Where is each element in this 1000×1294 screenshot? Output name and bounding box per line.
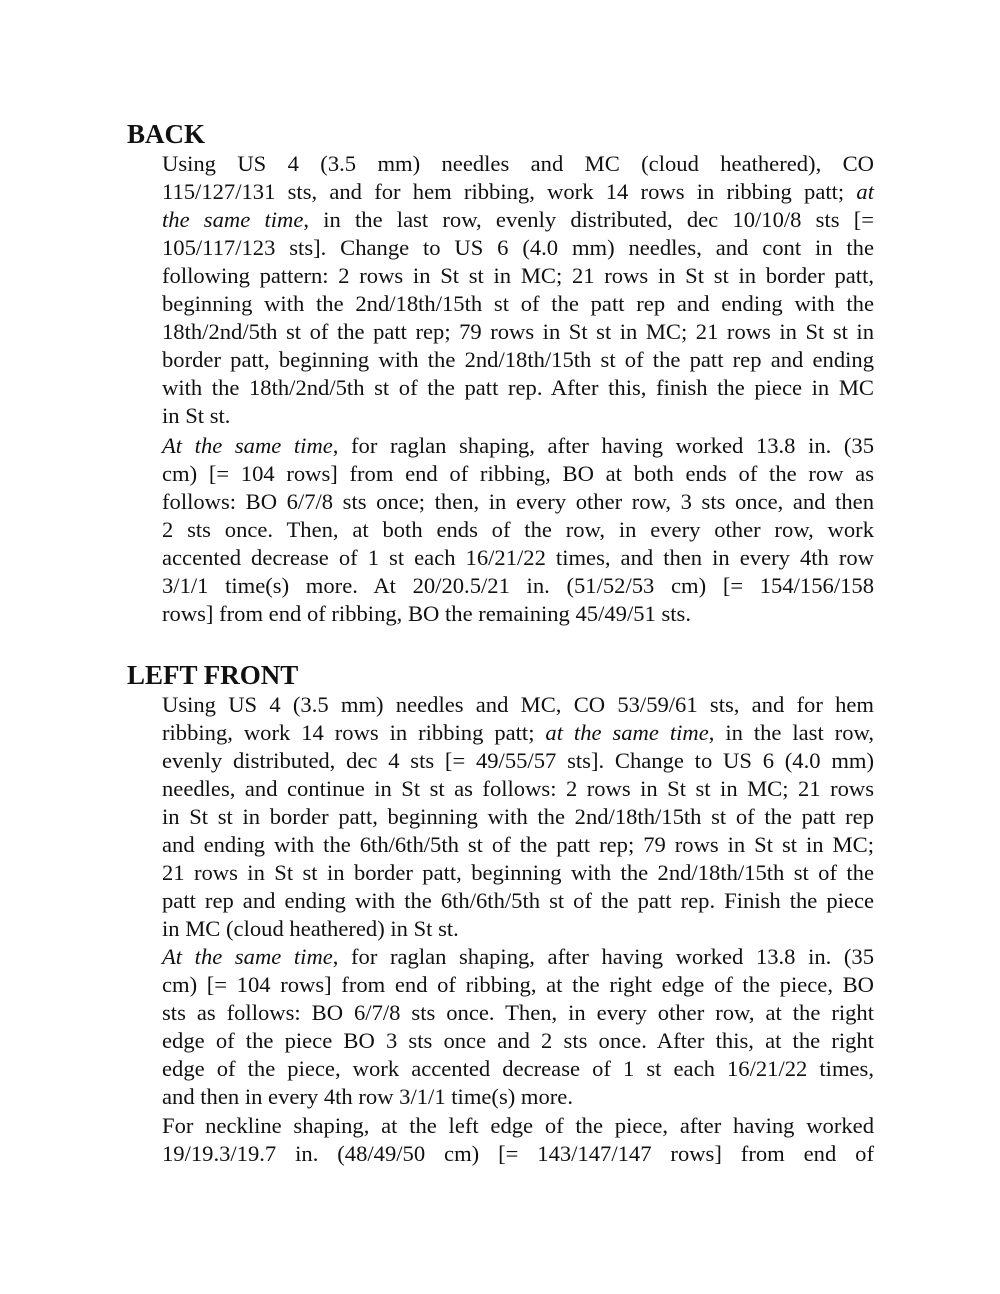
- text-run: 105/117/123 sts]. Change to US 6 (4.0 mm) needles, and cont in the: [162, 235, 874, 260]
- text-run: following pattern: 2 rows in St st in MC; 21 rows in St st in border patt,: [162, 263, 874, 288]
- text-line: [162, 831, 874, 859]
- italic-text-run: At the same time: [162, 433, 333, 458]
- text-run: cm) [= 104 rows] from end of ribbing, at the right edge of the piece, BO: [162, 972, 874, 997]
- text-run: 21 rows in St st in border patt, beginning with the 2nd/18th/15th st of the: [162, 860, 874, 885]
- left-front-paragraph-3: [162, 1112, 874, 1168]
- text-run: in MC (cloud heathered) in St st.: [162, 916, 459, 941]
- text-line: [162, 516, 874, 544]
- text-run: border patt, beginning with the 2nd/18th/15th st of the patt rep and ending: [162, 347, 874, 372]
- text-line: [162, 887, 874, 915]
- text-line: [162, 803, 874, 831]
- text-run: edge of the piece, work accented decrease of 1 st each 16/21/22 times,: [162, 1056, 874, 1081]
- text-line: [162, 859, 874, 887]
- text-line: [162, 206, 874, 234]
- text-line: [162, 915, 874, 943]
- text-run: accented decrease of 1 st each 16/21/22 times, and then in every 4th row: [162, 545, 874, 570]
- text-line: [162, 544, 874, 572]
- text-line: [162, 1083, 874, 1111]
- text-run: 19/19.3/19.7 in. (48/49/50 cm) [= 143/147/147 rows] from end of: [162, 1141, 874, 1166]
- text-line: [162, 971, 874, 999]
- text-run: rows] from end of ribbing, BO the remaining 45/49/51 sts.: [162, 601, 692, 626]
- text-line: [162, 1140, 874, 1168]
- italic-text-run: at: [856, 179, 874, 204]
- text-run: with the 18th/2nd/5th st of the patt rep. After this, finish the piece in MC: [162, 375, 874, 400]
- text-line: [162, 775, 874, 803]
- text-run: in St st in border patt, beginning with the 2nd/18th/15th st of the patt rep: [162, 804, 874, 829]
- text-run: , in the last row,: [708, 720, 874, 745]
- text-run: and ending with the 6th/6th/5th st of the patt rep; 79 rows in St st in MC;: [162, 832, 874, 857]
- text-run: patt rep and ending with the 6th/6th/5th st of the patt rep. Finish the piece: [162, 888, 874, 913]
- text-run: ribbing, work 14 rows in ribbing patt;: [162, 720, 546, 745]
- back-paragraph-2: [162, 432, 874, 628]
- text-line: [162, 262, 874, 290]
- section-heading-left-front: LEFT FRONT: [127, 660, 299, 690]
- text-run: 2 sts once. Then, at both ends of the row, in every other row, work: [162, 517, 874, 542]
- text-run: sts as follows: BO 6/7/8 sts once. Then, in every other row, at the right: [162, 1000, 874, 1025]
- text-line: [162, 460, 874, 488]
- text-run: Using US 4 (3.5 mm) needles and MC (cloud heathered), CO: [162, 151, 874, 176]
- text-line: [162, 572, 874, 600]
- text-run: Using US 4 (3.5 mm) needles and MC, CO 53/59/61 sts, and for hem: [162, 692, 874, 717]
- back-paragraph-1: [162, 150, 874, 430]
- left-front-paragraph-2: [162, 943, 874, 1111]
- text-run: and then in every 4th row 3/1/1 time(s) more.: [162, 1084, 573, 1109]
- text-line: [162, 178, 874, 206]
- section-heading-back: BACK: [127, 119, 206, 149]
- text-run: beginning with the 2nd/18th/15th st of the patt rep and ending with the: [162, 291, 874, 316]
- text-line: [162, 234, 874, 262]
- text-run: in St st.: [162, 403, 231, 428]
- text-run: , for raglan shaping, after having worked 13.8 in. (35: [332, 433, 874, 458]
- left-front-paragraph-1: [162, 691, 874, 943]
- text-line: [162, 1027, 874, 1055]
- text-run: , for raglan shaping, after having worked 13.8 in. (35: [332, 944, 874, 969]
- italic-text-run: the same time: [162, 207, 304, 232]
- text-run: edge of the piece BO 3 sts once and 2 sts once. After this, at the right: [162, 1028, 874, 1053]
- text-line: [162, 290, 874, 318]
- text-line: [162, 943, 874, 971]
- text-line: [162, 432, 874, 460]
- text-run: follows: BO 6/7/8 sts once; then, in every other row, 3 sts once, and then: [162, 489, 874, 514]
- text-line: [162, 318, 874, 346]
- text-run: For neckline shaping, at the left edge of the piece, after having worked: [162, 1113, 874, 1138]
- text-line: [162, 1055, 874, 1083]
- text-run: cm) [= 104 rows] from end of ribbing, BO at both ends of the row as: [162, 461, 874, 486]
- text-run: evenly distributed, dec 4 sts [= 49/55/57 sts]. Change to US 6 (4.0 mm): [162, 748, 874, 773]
- italic-text-run: at the same time: [545, 720, 709, 745]
- text-line: [162, 488, 874, 516]
- text-line: [162, 346, 874, 374]
- text-line: [162, 600, 874, 628]
- text-run: 18th/2nd/5th st of the patt rep; 79 rows in St st in MC; 21 rows in St st in: [162, 319, 874, 344]
- text-line: [162, 402, 874, 430]
- text-line: [162, 747, 874, 775]
- text-run: needles, and continue in St st as follows: 2 rows in St st in MC; 21 rows: [162, 776, 874, 801]
- text-line: [162, 374, 874, 402]
- text-line: [162, 719, 874, 747]
- italic-text-run: At the same time: [162, 944, 333, 969]
- text-line: [162, 150, 874, 178]
- text-run: 115/127/131 sts, and for hem ribbing, work 14 rows in ribbing patt;: [162, 179, 857, 204]
- text-run: 3/1/1 time(s) more. At 20/20.5/21 in. (51/52/53 cm) [= 154/156/158: [162, 573, 874, 598]
- text-line: [162, 691, 874, 719]
- text-run: , in the last row, evenly distributed, dec 10/10/8 sts [=: [303, 207, 874, 232]
- text-line: [162, 999, 874, 1027]
- text-line: [162, 1112, 874, 1140]
